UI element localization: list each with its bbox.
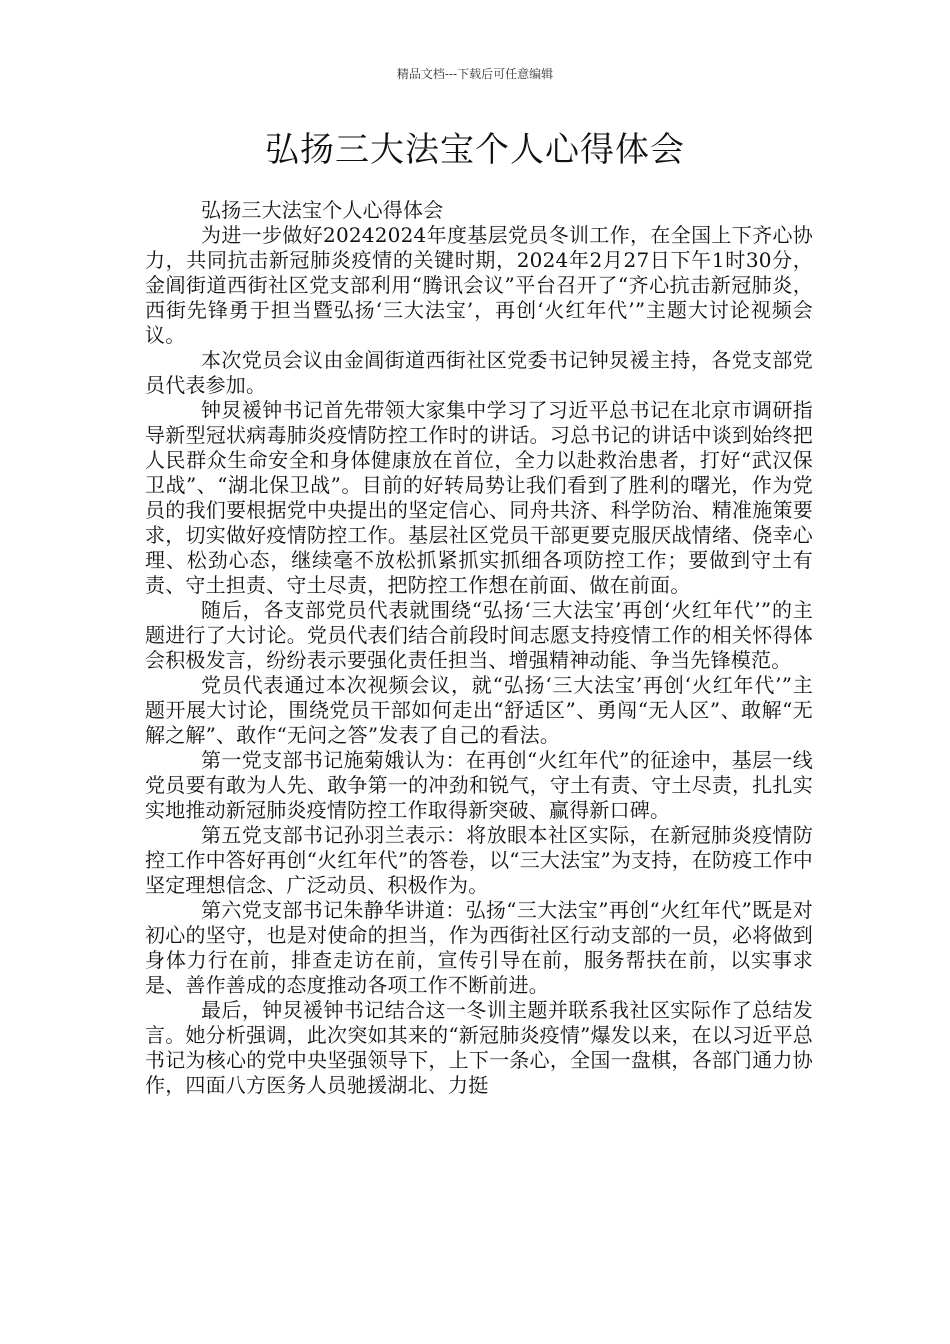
body-paragraph: 本次党员会议由金阊街道西街社区党委书记钟炅褑主持，各党支部党员代表参加。 [145, 348, 813, 397]
body-paragraph: 第六党支部书记朱静华讲道：弘扬“三大法宝”再创“火红年代”既是对初心的坚守，也是对使命的担当，作为西街社区行动支部的一员，必将做到身体力行在前，排查走访在前，宣传引导在前，服务帮扶在前，以实事求是、善作善成的态度推动各项工作不断前进。 [145, 898, 813, 997]
document-title: 弘扬三大法宝个人心得体会 [265, 130, 685, 170]
body-paragraph: 最后，钟炅褑钟书记结合这一冬训主题并联系我社区实际作了总结发言。她分析强调，此次突如其来的“新冠肺炎疫情”爆发以来，在以习近平总书记为核心的党中央坚强领导下，上下一条心，全国一盘棋，各部门通力协作，四面八方医务人员驰援湖北、力挺 [145, 998, 813, 1097]
body-paragraph: 第五党支部书记孙羽兰表示：将放眼本社区实际，在新冠肺炎疫情防控工作中答好再创“火红年代”的答卷，以“三大法宝”为支持，在防疫工作中坚定理想信念、广泛动员、积极作为。 [145, 823, 813, 897]
body-paragraph: 弘扬三大法宝个人心得体会 [201, 198, 444, 222]
body-paragraph: 随后，各支部党员代表就围绕“弘扬‘三大法宝’再创‘火红年代’”的主题进行了大讨论。党员代表们结合前段时间志愿支持疫情工作的相关怀得体会积极发言，纷纷表示要强化责任担当、增强精神动能、争当先锋模范。 [145, 598, 813, 672]
body-paragraph: 第一党支部书记施菊娥认为：在再创“火红年代”的征途中，基层一线党员要有敢为人先、敢争第一的冲劲和锐气，守土有责、守土尽责，扎扎实实地推动新冠肺炎疫情防控工作取得新突破、赢得新口碑。 [145, 748, 813, 822]
document-body [145, 198, 813, 1098]
body-paragraph: 党员代表通过本次视频会议，就“弘扬‘三大法宝’再创‘火红年代’”主题开展大讨论，围绕党员干部如何走出“舒适区”、勇闯“无人区”、敢解“无解之解”、敢作“无问之答”发表了自己的看法。 [145, 673, 813, 747]
body-paragraph: 钟炅褑钟书记首先带领大家集中学习了习近平总书记在北京市调研指导新型冠状病毒肺炎疫情防控工作时的讲话。习总书记的讲话中谈到始终把人民群众生命安全和身体健康放在首位，全力以赴救治患者，打好“武汉保卫战”、“湖北保卫战”。目前的好转局势让我们看到了胜利的曙光，作为党员的我们要根据党中央提出的坚定信心、同舟共济、科学防治、精准施策要求，切实做好疫情防控工作。基层社区党员干部更要克服厌战情绪、侥幸心理、松劲心态，继续毫不放松抓紧抓实抓细各项防控工作；要做到守土有责、守土担责、守土尽责，把防控工作想在前面、做在前面。 [145, 398, 813, 597]
header-note: 精品文档---下载后可任意编辑 [396, 67, 554, 81]
body-paragraph: 为进一步做好20242024年度基层党员冬训工作，在全国上下齐心协力，共同抗击新冠肺炎疫情的关键时期，2024年2月27日下午1时30分，金阊街道西街社区党支部利用“腾讯会议”平台召开了“齐心抗击新冠肺炎，西街先锋勇于担当暨弘扬‘三大法宝’，再创‘火红年代’”主题大讨论视频会议。 [145, 223, 813, 347]
